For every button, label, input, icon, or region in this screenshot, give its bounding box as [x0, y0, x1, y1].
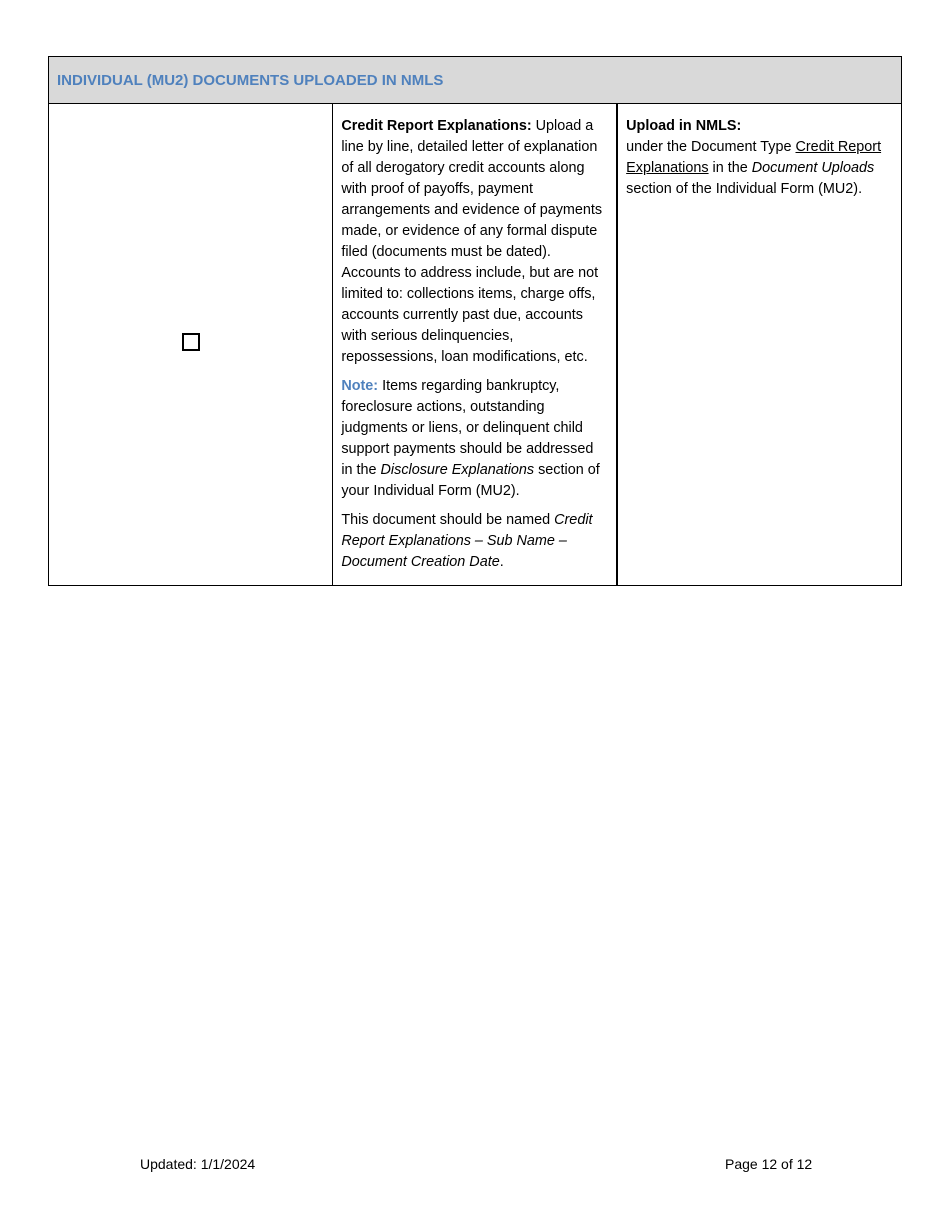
- footer-updated: Updated: 1/1/2024: [140, 1156, 256, 1172]
- checkbox[interactable]: [182, 333, 200, 351]
- naming-paragraph: [341, 510, 608, 573]
- description-body: Upload a line by line, detailed letter of explanation of all derogatory credit accounts along with proof of payoffs, payment arrangements and evidence of payments made, or evidence of any formal dispute filed (documents must be dated). Accounts to address include, but are not limited to: collections items, charge offs, accounts currently past due, accounts with serious delinquencies, repossessions, loan modifications, etc.: [341, 118, 603, 365]
- note-paragraph: [341, 376, 608, 502]
- description-cell: [333, 104, 617, 586]
- upload-line3: section of the Individual Form (MU2).: [626, 181, 863, 197]
- upload-section-italic: Document Uploads: [751, 160, 875, 176]
- upload-location-cell: [617, 104, 901, 586]
- naming-suffix: .: [499, 554, 504, 570]
- documents-table: [48, 56, 902, 586]
- footer-page-number: Page 12 of 12: [725, 1156, 813, 1172]
- naming-prefix: This document should be named: [341, 512, 555, 528]
- note-body: Items regarding bankruptcy, foreclosure actions, outstanding judgments or liens, or delinquent child support payments should be addressed in the: [341, 378, 594, 478]
- note-label: Note:: [341, 378, 379, 394]
- upload-line2: in the: [708, 160, 752, 176]
- checkbox-cell: [49, 104, 333, 586]
- note-italic: Disclosure Explanations: [380, 462, 535, 478]
- upload-line1: under the Document Type: [626, 139, 796, 155]
- document-type-name: Credit Report Explanations: [626, 139, 882, 176]
- upload-title: Upload in NMLS:: [626, 118, 742, 134]
- naming-italic: Credit Report Explanations – Sub Name – Document Creation Date: [341, 512, 593, 570]
- note-tail: section of your Individual Form (MU2).: [341, 462, 600, 499]
- description-paragraph: [341, 116, 608, 368]
- table-row: [49, 104, 902, 586]
- description-title: Credit Report Explanations:: [341, 118, 532, 134]
- section-header: INDIVIDUAL (MU2) DOCUMENTS UPLOADED IN NMLS: [49, 57, 902, 104]
